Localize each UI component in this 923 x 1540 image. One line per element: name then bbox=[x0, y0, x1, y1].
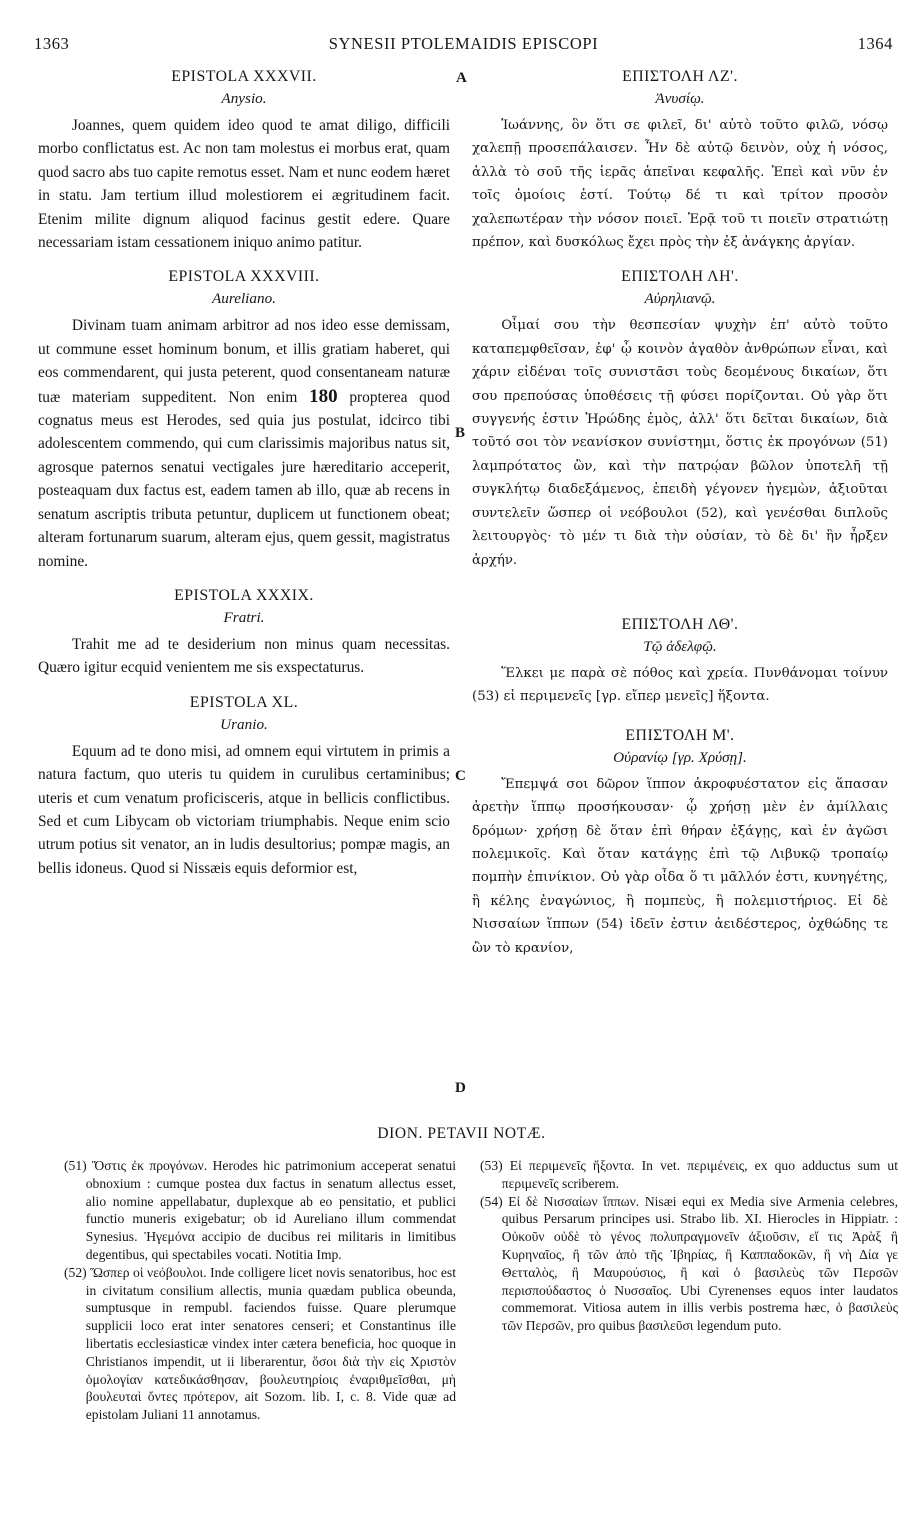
letter-body: Joannes, quem quidem ideo quod te amat diligo, difficili morbo conflictatus est. Ac non tam molestus ei morbus erat, quam quod sacro abs tuo capite remotus esset. Nam et nunc eodem hæret in statu. Jam tertium illud molestiorem ei ægritudinem facit. Etenim milite dignum aliquod facinus gestit edere. Quare necessariam istam cessationem iniquo animo patitur. bbox=[38, 117, 451, 252]
letter-addressee: Anysio. bbox=[221, 90, 267, 107]
letter-title: EPISTOLA XL. bbox=[189, 693, 299, 711]
running-title: SYNESII PTOLEMAIDIS EPISCOPI bbox=[328, 34, 599, 53]
letter-title: ΕΠΙΣΤΟΛΗ Μ'. bbox=[625, 726, 735, 744]
letter-body: Ἔπεμψά σοι δῶρον ἵππον ἀκροφυέστατον εἰς ἅπασαν ἀρετὴν ἵππῳ προσήκουσαν· ᾧ χρήσῃ μὲν ἐν ἁμίλλαις δρόμων· χρήσῃ δὲ ὅταν ἐπὶ θήραν ἐξάγῃς, καὶ ἐν ἀγῶσι πολεμικοῖς. Καὶ ὅταν κατάγῃς ἐπὶ τῷ Λιβυκῷ τροπαίῳ πομπὴν ἐπινίκιον. Οὐ γὰρ οἶδα ὅ τι μᾶλλόν ἐστι, κυνηγέτης, ἢ κέλης ἐναγώνιος, ἢ πομπεὺς, ἢ πολεμιστήριος. Εἰ δὲ Νισσαίων ἵππων (54) ἰδεῖν ἐστιν ἀειδέστερος, ὀχθώδης τε ὢν τὸ κρανίον, bbox=[472, 776, 888, 956]
note-53: (53) Εἰ περιμενεῖς ἥξοντα. In vet. περιμένεις, ex quo adductus sum ut περιμενεῖς scriberem. bbox=[480, 1158, 898, 1191]
letter-title: ΕΠΙΣΤΟΛΗ ΛΘ'. bbox=[621, 615, 739, 633]
letter-addressee: Οὐρανίῳ [γρ. Χρύσῃ]. bbox=[613, 748, 747, 766]
letter-title: EPISTOLA XXXVIII. bbox=[168, 268, 320, 286]
latin-column bbox=[38, 66, 450, 880]
letter-addressee: Ἀνυσίῳ. bbox=[655, 90, 705, 107]
letter-title: EPISTOLA XXXIX. bbox=[174, 586, 314, 604]
notes-title: DION. PETAVII NOTÆ. bbox=[377, 1125, 546, 1142]
column-number-180: 180 bbox=[309, 385, 338, 407]
running-header bbox=[34, 34, 893, 60]
letter-38-latin bbox=[38, 266, 450, 572]
section-marker-a: A bbox=[456, 70, 467, 86]
letter-39-latin bbox=[38, 585, 450, 680]
letter-addressee: Uranio. bbox=[220, 715, 268, 733]
letter-addressee: Aureliano. bbox=[212, 290, 276, 308]
section-marker-b: B bbox=[455, 425, 466, 441]
letter-37-greek bbox=[472, 66, 888, 254]
letter-body-part-1: Divinam tuam animam arbitror ad nos ideo esse demissam, ut commune esset hominum bonum, et illis gratiam haberet, qui eos commendarent, qui justa peterent, quod consentaneam naturæ tuæ materiam suppeditent. Non enim bbox=[38, 317, 450, 406]
letter-body: Equum ad te dono misi, ad omnem equi virtutem in primis a natura factum, quo uteris tu quidem in curulibus certaminibus; uteris et cum venatum proficisceris, atque in bellicis conflictibus. Sed et cum Libycam ob victoriam triumphabis. Neque enim scio utrum potius sit venator, an in ludis desultorius; pompæ magis, an bellis idoneus. Quod si Nissæis equis deformior est, bbox=[38, 742, 450, 877]
letter-addressee: Fratri. bbox=[223, 608, 265, 626]
note-51: (51) Ὅστις ἐκ προγόνων. Herodes hic patrimonium acceperat senatui obnoxium : cumque postea dux factus in senatum allectus esset, alio nomine appellabatur, duplexque ab eo pensitatio, et publici functio muneris exigebatur; ob id Aureliano illum commendat Synesius. Ἡγεμόνα accipio de ducibus rei militaris in limitibus degentibus, qui spectabiles vocati. Notitia Imp. bbox=[64, 1158, 456, 1262]
letter-title: ΕΠΙΣΤΟΛΗ ΛΗ'. bbox=[621, 268, 739, 286]
letter-title: ΕΠΙΣΤΟΛΗ ΛΖ'. bbox=[622, 68, 738, 85]
page-number-right: 1364 bbox=[857, 34, 893, 53]
letter-40-latin bbox=[38, 692, 450, 880]
note-52: (52) Ὥσπερ οἱ νεόβουλοι. Inde colligere licet novis senatoribus, hoc est in civitatum consilium allectis, munia quædam publica obeunda, sumptusque in rempubl. faciendos fuisse. Quare plerumque supplicii loco erat inter senatores censeri; et Constantinus ille libertatis ecclesiasticæ vindex inter cætera beneficia, hoc quoque in Christianos impendit, ut ii liberarentur, ὅσοι διὰ τὴν εἰς Χριστὸν ὁμολογίαν κατεδικάσθησαν, βουλευτηρίοις ἐναριθμεῖσθαι, μὴ βουλευταὶ ὄντες πρότερον, ait Sozom. lib. I, c. 8. Vide quæ ad epistolam Juliani 11 annotamus. bbox=[64, 1264, 456, 1423]
letter-body: Ἕλκει με παρὰ σὲ πόθος καὶ χρεία. Πυνθάνομαι τοίνυν (53) εἰ περιμενεῖς [γρ. εἴπερ μενεῖς] ἥξοντα. bbox=[472, 665, 888, 705]
letter-addressee: Τῷ ἀδελφῷ. bbox=[643, 637, 717, 655]
note-54: (54) Εἰ δὲ Νισσαίων ἵππων. Nisæi equi ex Media sive Armenia celebres, quibus Persarum principes usi. Strabo lib. XI. Hierocles in Hippiatr. : Οὐκοῦν οὐδὲ τὸ γένος πολυπραγμονεῖν ἀξιοῦσιν, εἴ τις Ἀρὰξ ἢ Κυρηναῖος, ἢ τῶν ἀπὸ τῆς Ἰβηρίας, ἢ Καππαδοκῶν, ἢ νὴ Δία γε Θετταλὸς, ἢ Μαυρούσιος, ἢ καὶ ὁ βασιλεὺς τῶν Περσῶν περισπούδαστος ὁ Νυσσαῖος. Ubi Cyrenenses equos inter laudatos commemorat. Vitiosa autem in illis verbis postrema hæc, ὁ βασιλεὺς τῶν Περσῶν, pro quibus βασιλεῦσι legendum puto. bbox=[480, 1193, 898, 1334]
letter-body: Οἶμαί σου τὴν θεσπεσίαν ψυχὴν ἐπ' αὐτὸ τοῦτο καταπεμφθεῖσαν, ἐφ' ᾧ κοινὸν ἀγαθὸν ἀνθρώπων εἶναι, καὶ χάριν εἰδέναι τοῖς συνιστᾶσι τοὺς δεομένους δικαίων, ὅτι σου πρεπούσας ὑποθέσεις τῇ φύσει πορίζονται. Οὐ γὰρ ὅτι συγγενής ἐστιν Ἡρώδης ἐμὸς, ἀλλ' ὅτι δεῖται δικαίων, διὰ τοῦτό σοι τὸν νεανίσκον συνίστημι, ὅστις ἐκ προγόνων (51) λαμπρότατος ὢν, καὶ τὴν πατρῴαν βῶλον ὑποτελῆ τῇ συγκλήτῳ διαδεξάμενος, ἐπειδὴ γέγονεν ἡγεμὼν, ἀξιοῦται συντελεῖν ὥσπερ οἱ νεόβουλοι (52), καὶ γενέσθαι διπλοῦς λειτουργὸς· τὸ μέν τι διὰ τὴν οὐσίαν, τὸ δὲ δι' ἣν ἦρξεν ἀρχήν. bbox=[472, 318, 888, 568]
letter-body: Ἰωάννης, ὃν ὅτι σε φιλεῖ, δι' αὐτὸ τοῦτο φιλῶ, νόσῳ χαλεπῇ προσεπάλαισεν. Ἦν δὲ αὐτῷ δεινὸν, οὐχ ἡ νόσος, ἀλλὰ τὸ σοῦ τῆς ἱερᾶς ἀπεῖναι κεφαλῆς. Ἐπεὶ καὶ νῦν ἐν τοῖς ὁμοίοις ἐστί. Τούτῳ δέ τι καὶ τρίτον προσὸν χαλεπωτέραν τὴν νόσον ποιεῖ. Ἐρᾷ τοῦ τι ποιεῖν στρατιώτῃ πρέπον, καὶ δυσκόλως ἔχει πρὸς τὴν ἐξ ἀνάγκης ἀργίαν. bbox=[472, 118, 888, 251]
notes-column-right bbox=[480, 1157, 898, 1335]
letter-body bbox=[38, 314, 450, 572]
section-marker-d: D bbox=[455, 1080, 466, 1096]
notes-column-left bbox=[64, 1157, 456, 1424]
section-marker-c: C bbox=[455, 768, 466, 784]
letter-39-greek bbox=[472, 614, 888, 709]
greek-column bbox=[472, 66, 888, 960]
letter-body: Trahit me ad te desiderium non minus quam necessitas. Quæro igitur ecquid venientem me sis exspectaturus. bbox=[38, 635, 450, 677]
page-number-left: 1363 bbox=[34, 34, 70, 53]
letter-body-part-2: propterea quod cognatus meus est Herodes, sed quia jus postulat, idcirco tibi adolescentem commendo, qui cum clarissimis majoribus natus sit, agrosque paternos senatui vectigales jure hæreditario acceperit, posteaquam dux factus est, eadem tamen ab illo, quæ ab recens in senatum ascriptis tributa petuntur, duplicem ut functionem obeat; alteram fortunarum suarum, alteram ejus, quem gessit, magistratus nomine. bbox=[38, 388, 450, 570]
letter-title: EPISTOLA XXXVII. bbox=[171, 68, 317, 85]
letter-38-greek bbox=[472, 266, 888, 571]
letter-addressee: Αὐρηλιανῷ. bbox=[644, 290, 716, 308]
letter-37-latin bbox=[38, 66, 450, 254]
letter-40-greek bbox=[472, 725, 888, 960]
